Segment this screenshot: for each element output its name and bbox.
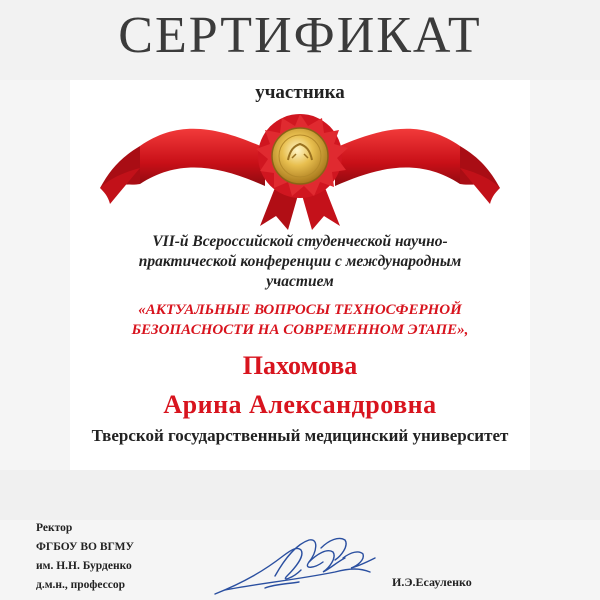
theme-line-1: «АКТУАЛЬНЫЕ ВОПРОСЫ ТЕХНОСФЕРНОЙ [138, 302, 462, 318]
rector-degree: д.м.н., профессор [36, 579, 125, 591]
background-band-lower [0, 470, 600, 520]
conference-line-3: участием [266, 273, 334, 290]
theme-line-2: БЕЗОПАСНОСТИ НА СОВРЕМЕННОМ ЭТАПЕ», [131, 322, 469, 338]
conference-line-2: практической конференции с международным [138, 253, 462, 270]
conference-description [80, 232, 520, 292]
certificate-title: СЕРТИФИКАТ [118, 7, 482, 64]
signer-name: И.Э.Есауленко [392, 575, 472, 589]
background-band-left [0, 80, 70, 520]
rector-organization: ФГБОУ ВО ВГМУ [36, 541, 134, 553]
participant-university: Тверской государственный медицинский университет [91, 426, 509, 445]
rector-institution-name: им. Н.Н. Бурденко [36, 560, 132, 572]
certificate-subtitle: участника [255, 82, 345, 103]
signature-image [205, 528, 385, 600]
conference-line-1: VII-й Всероссийской студенческой научно- [152, 233, 448, 250]
participant-name: Арина Александровна [163, 390, 437, 419]
rector-title: Ректор [36, 522, 73, 534]
ribbon-medal-icon [100, 108, 500, 230]
participant-surname: Пахомова [242, 351, 358, 380]
background-band-right [530, 80, 600, 520]
conference-theme [80, 300, 520, 340]
